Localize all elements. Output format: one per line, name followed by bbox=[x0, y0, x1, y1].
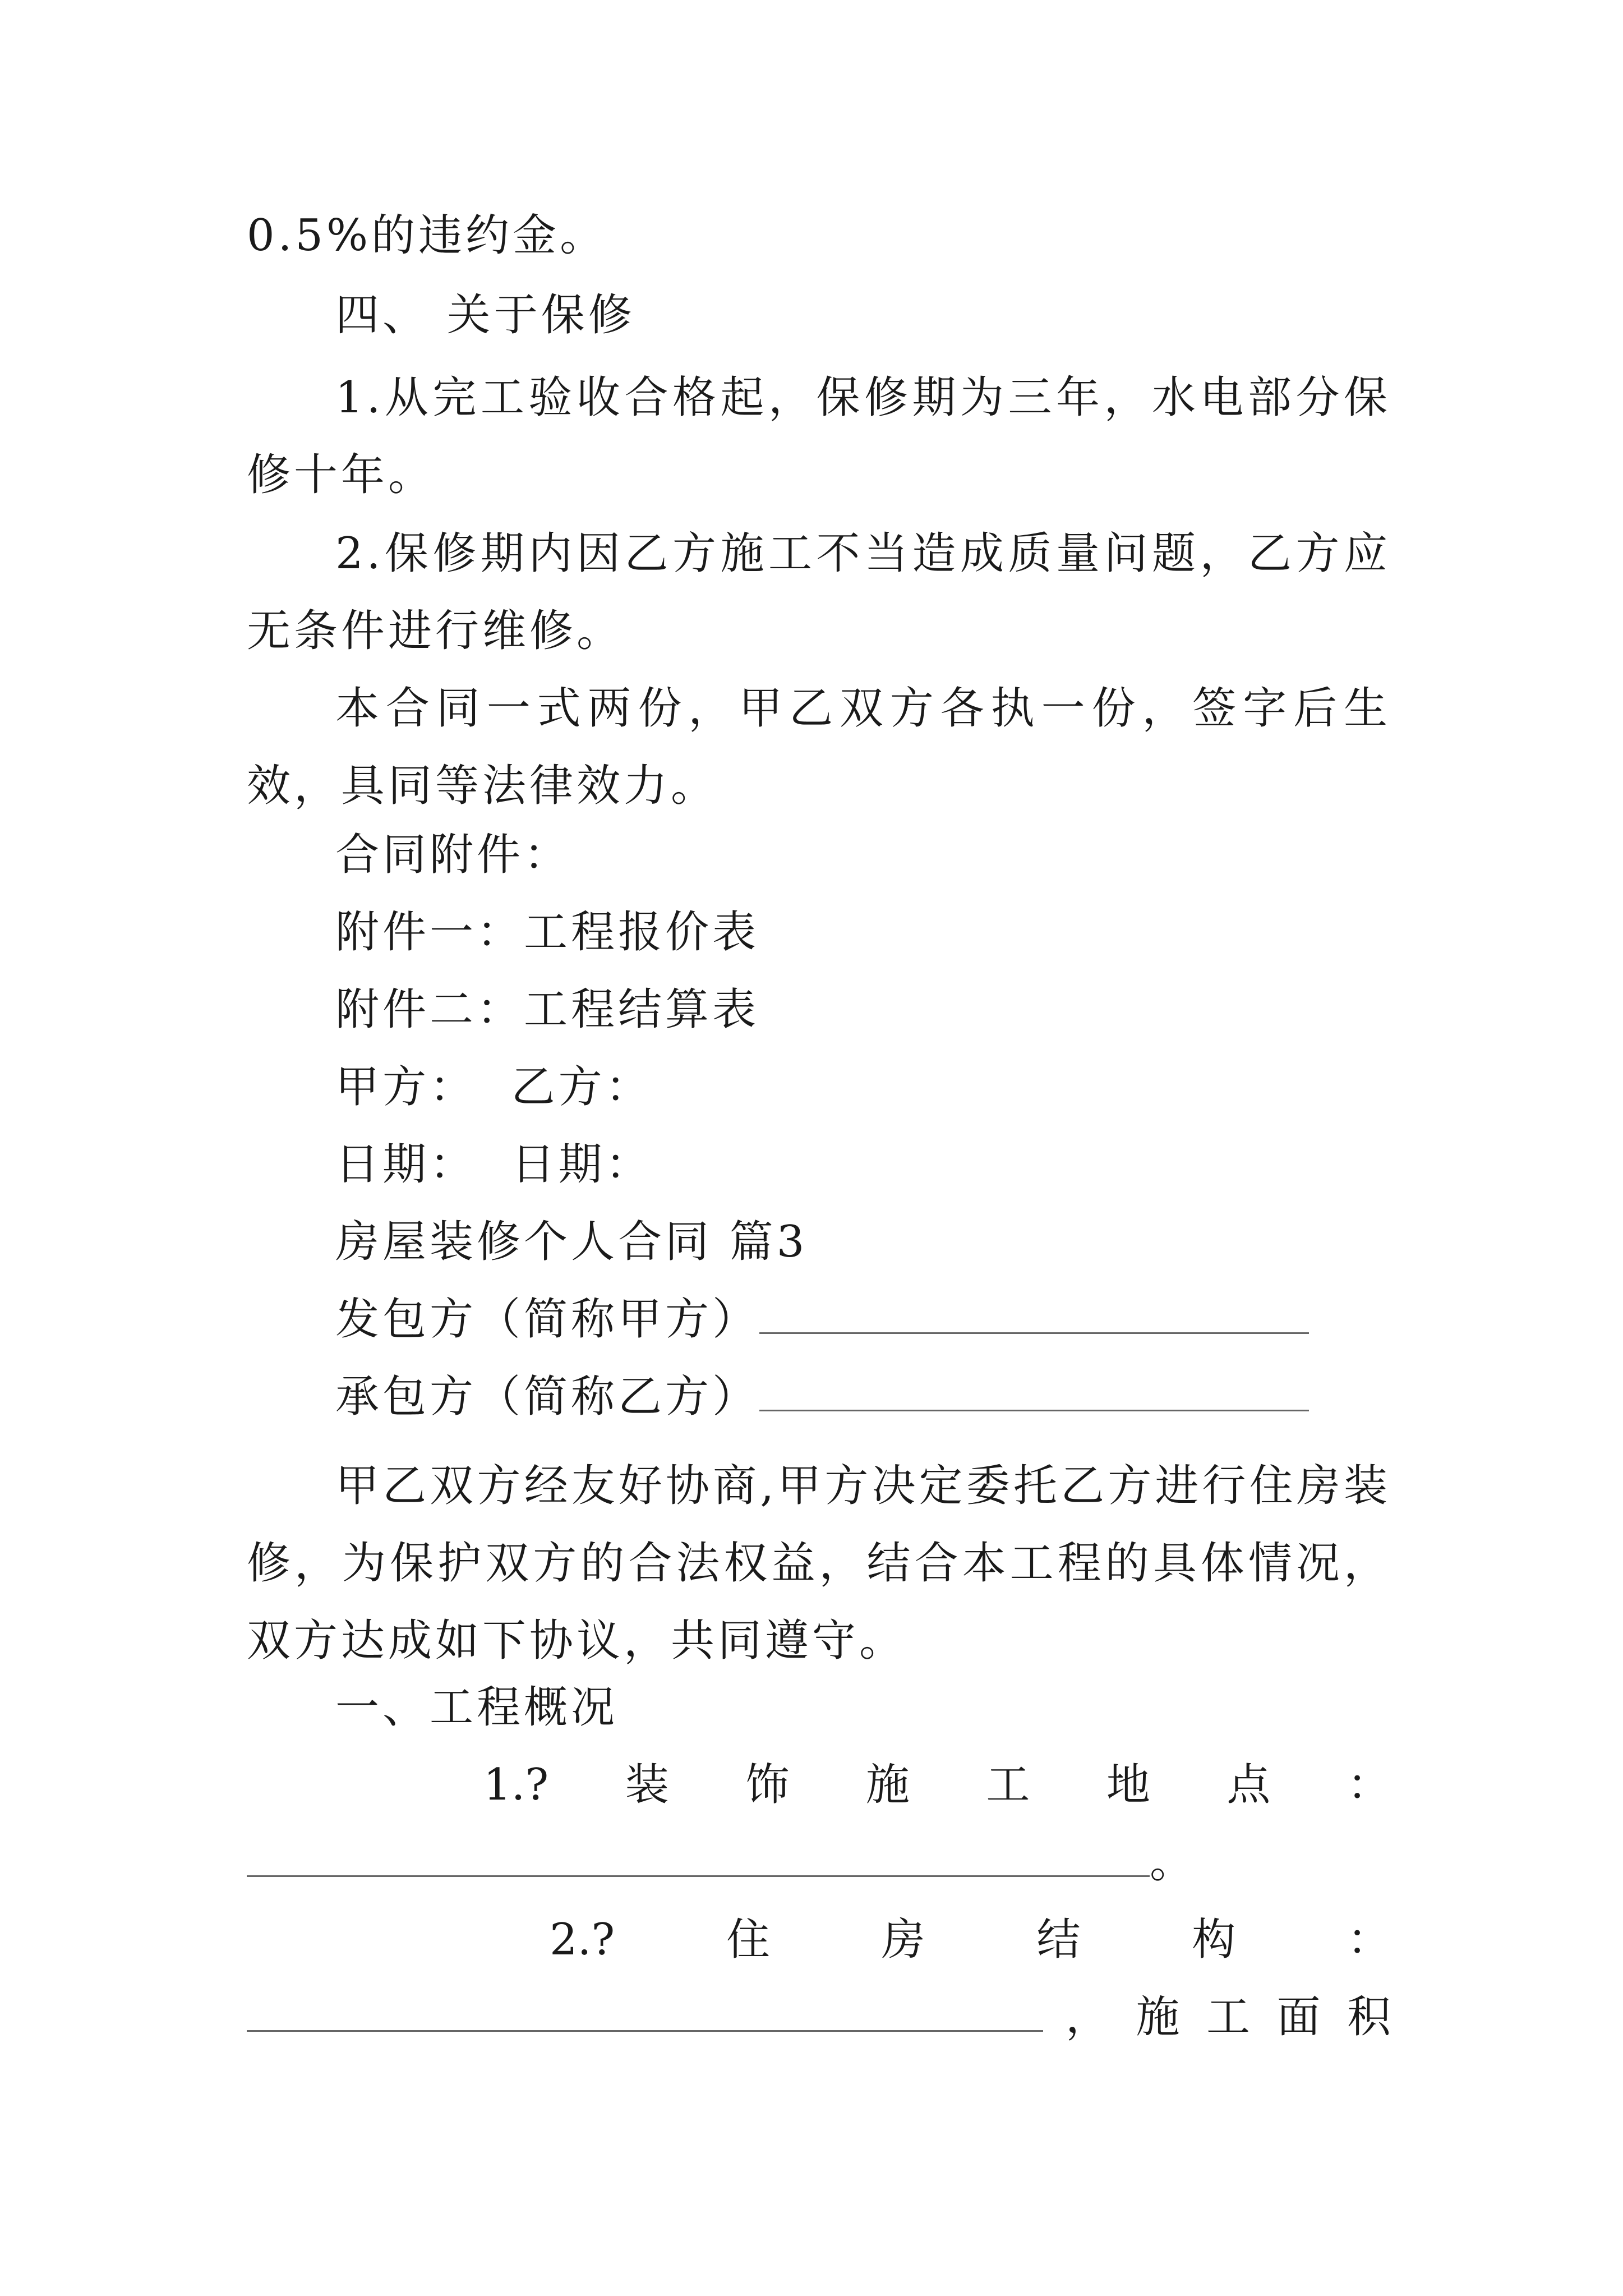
item1-blank[interactable] bbox=[247, 1836, 1150, 1877]
item1-label-row bbox=[483, 1757, 1391, 1813]
item1-char: 地 bbox=[1106, 1760, 1150, 1810]
warranty-clause-2: 2.保修期内因乙方施工不当造成质量问题，乙方应无条件进行维修。 bbox=[247, 528, 1391, 656]
item2-number: 2.? bbox=[550, 1915, 615, 1965]
item1-end: 。 bbox=[1150, 1837, 1197, 1888]
item2-char: ： bbox=[1347, 1915, 1391, 1965]
item1-number: 1.? bbox=[483, 1760, 549, 1810]
party-b-blank[interactable] bbox=[759, 1370, 1309, 1411]
attachments-title: 合同附件： bbox=[335, 830, 571, 880]
item2-char: 结 bbox=[1036, 1915, 1081, 1965]
attachment-2: 附件二：工程结算表 bbox=[335, 984, 760, 1035]
item1-char: 工 bbox=[986, 1760, 1030, 1810]
party-a-blank[interactable] bbox=[759, 1293, 1309, 1334]
date-signature-line: 日期： 日期： bbox=[335, 1139, 653, 1190]
item2-blank-line bbox=[247, 1989, 1043, 2045]
item2-char: 构 bbox=[1192, 1915, 1236, 1965]
item1-char: ： bbox=[1347, 1760, 1391, 1810]
preamble-paragraph: 甲乙双方经友好协商,甲方决定委托乙方进行住房装修，为保护双方的合法权益，结合本工程的具体情况，双方达成如下协议，共同遵守。 bbox=[247, 1461, 1391, 1666]
party-b-line bbox=[335, 1369, 1309, 1425]
item2-char: 房 bbox=[881, 1915, 925, 1965]
item2-label-row bbox=[550, 1912, 1391, 1968]
item2-tail-char: ， bbox=[1066, 1992, 1110, 2042]
party-a-line bbox=[335, 1291, 1309, 1347]
contract-title: 房屋装修个人合同 篇3 bbox=[335, 1217, 808, 1267]
item2-char: 住 bbox=[726, 1915, 770, 1965]
item1-char: 施 bbox=[865, 1760, 910, 1810]
section-four-heading: 四、 关于保修 bbox=[335, 290, 635, 341]
party-a-label: 发包方（简称甲方） bbox=[335, 1294, 760, 1345]
penalty-tail-line: 0.5%的违约金。 bbox=[247, 210, 607, 261]
item2-blank[interactable] bbox=[247, 1991, 1043, 2032]
attachment-1: 附件一：工程报价表 bbox=[335, 907, 760, 958]
item1-blank-line bbox=[247, 1834, 1197, 1890]
item2-tail-row bbox=[1066, 1989, 1391, 2045]
copies-clause: 本合同一式两份，甲乙双方各执一份，签字后生效，具同等法律效力。 bbox=[247, 683, 1391, 811]
section-one-heading: 一、工程概况 bbox=[335, 1682, 619, 1733]
party-b-label: 承包方（简称乙方） bbox=[335, 1372, 760, 1422]
item1-char: 装 bbox=[625, 1760, 669, 1810]
item2-tail-char: 积 bbox=[1347, 1992, 1391, 2042]
warranty-clause-1: 1.从完工验收合格起，保修期为三年，水电部分保修十年。 bbox=[247, 372, 1391, 500]
item2-tail-char: 面 bbox=[1276, 1992, 1321, 2042]
item1-char: 饰 bbox=[745, 1760, 790, 1810]
party-signature-line: 甲方： 乙方： bbox=[335, 1062, 653, 1112]
item2-tail-char: 工 bbox=[1206, 1992, 1250, 2042]
item1-char: 点 bbox=[1227, 1760, 1271, 1810]
item2-tail-char: 施 bbox=[1136, 1992, 1180, 2042]
